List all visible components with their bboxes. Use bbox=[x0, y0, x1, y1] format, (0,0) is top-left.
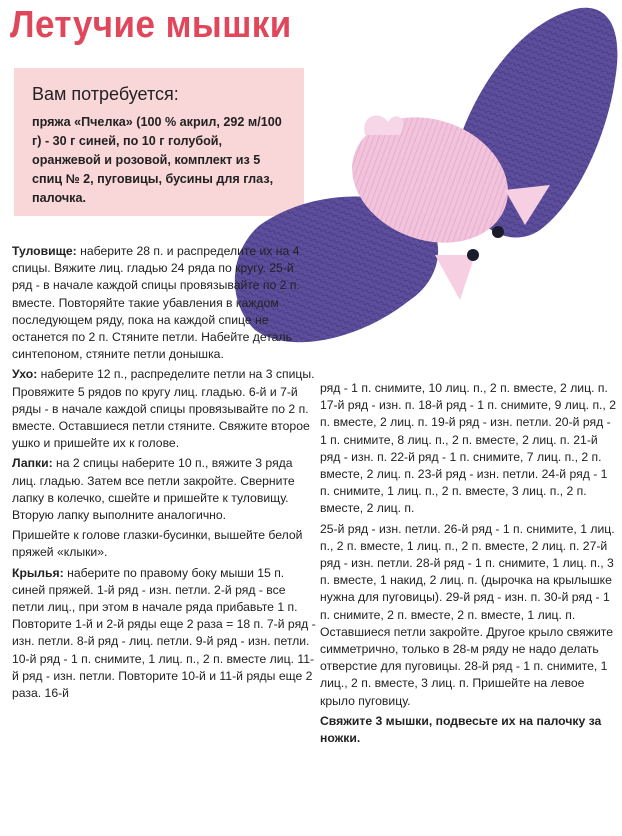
bat-ear-bottom bbox=[435, 255, 475, 300]
final-instructions bbox=[320, 713, 616, 747]
wings-continued-2: 25-й ряд - изн. петли. 26-й ряд - 1 п. снимите, 1 лиц. п., 2 п. вместе, 1 лиц. п., 2 п. вместе, 2 лиц. п. 27-й ряд - изн. петли. 28-й ряд - 1 п. снимите, 1 лиц. п., 3 п. вместе, 1 накид, 2 лиц. п. (дырочка на крылышке нужна для пуговицы). 29-й ряд - изн. п. 30-й ряд - 1 п. снимите, 2 п. вместе, 2 п. вместе, 1 лиц. п. Оставшиеся петли закройте. Другое крыло свяжите симметрично, только в 28-м ряду не надо делать отверстие для пуговицы. 28-й ряд - 1 п. снимите, 1 лиц., 2 п. вместе, 3 лиц. п. Пришейте на левое крыло пуговицу. bbox=[320, 521, 615, 708]
bat-eye-left bbox=[467, 249, 479, 261]
wings-instructions bbox=[12, 565, 316, 703]
materials-text: пряжа «Пчелка» (100 % акрил, 292 м/100 г) - 30 г синей, по 10 г голубой, оранжевой и розовой, комплект из 5 спиц № 2, пуговицы, бусины для глаз, палочка. bbox=[32, 115, 282, 205]
body-instructions bbox=[12, 243, 316, 363]
paws-instructions bbox=[12, 455, 316, 524]
wings-text: наберите по правому боку мыши 15 п. синей пряжей. 1-й ряд - изн. петли. 2-й ряд - все петли лиц., при этом в начале ряда прибавьте 1 п. Повторите 1-й и 2-й ряды еще 2 раза = 18 п. 7-й ряд - изн. петли. 8-й ряд - лиц. петли. 9-й ряд - изн. петли. 10-й ряд - 1 п. снимите, 1 лиц. п., 2 п. вместе лиц. 11-й ряд - изн. петли. Повторите 10-й и 11-й ряды еще 2 раза. 16-й bbox=[12, 565, 316, 701]
materials-heading: Вам потребуется: bbox=[32, 84, 179, 104]
ear-instructions bbox=[12, 366, 316, 452]
wings-label: Крылья: bbox=[12, 565, 64, 580]
bat-top-knot bbox=[364, 116, 403, 135]
final-text: Свяжите 3 мышки, подвесьте их на палочку за ножки. bbox=[320, 713, 602, 746]
bat-eye-right bbox=[492, 226, 504, 238]
body-text: наберите 28 п. и распределите их на 4 спицы. Вяжите лиц. гладью 24 ряда по кругу. 25-й ряд - в начале каждой спицы провязывайте по 2 п. вместе. Повторяйте такие убавления в каждом последующем ряду, пока на каждой спице не останется по 2 п. Стяните петли. Набейте деталь синтепоном, стяните петли донышка. bbox=[12, 244, 300, 362]
instructions-column-2 bbox=[320, 380, 616, 750]
wings-continued-1: ряд - 1 п. снимите, 10 лиц. п., 2 п. вместе, 2 лиц. п. 17-й ряд - изн. п. 18-й ряд - 1 п. снимите, 9 лиц. п., 2 п. вместе, 2 лиц. п. 19-й ряд - изн. петли. 20-й ряд - 1 п. снимите, 8 лиц. п., 2 п. вместе, 2 лиц. п. 21-й ряд - изн. п. 22-й ряд - 1 п. снимите, 7 лиц. п., 2 п. вместе, 2 лиц. п. 23-й ряд - изн. петли. 24-й ряд - 1 п. снимите, 1 лиц. п., 2 п. вместе, 3 лиц. п., 2 п. вместе, 2 лиц. п. bbox=[320, 381, 616, 516]
page-title: Летучие мышки bbox=[10, 4, 292, 46]
instructions-column-1 bbox=[12, 243, 316, 705]
paws-label: Лапки: bbox=[12, 456, 53, 471]
ear-label: Ухо: bbox=[12, 367, 38, 382]
paws-text: на 2 спицы наберите 10 п., вяжите 3 ряда лиц. гладью. Затем все петли закройте. Сверните лапку в колечко, сшейте и пришейте к туловищу. Вторую лапку выполните аналогично. bbox=[12, 456, 295, 523]
ear-text: наберите 12 п., распределите петли на 3 спицы. Провяжите 5 рядов по кругу лиц. гладью. 6-й и 7-й ряды - в начале каждой спицы провязывайте по 2 п. вместе. Оставшиеся петли стяните. Свяжите второе ушко и пришейте их к голове. bbox=[12, 367, 315, 451]
body-label: Туловище: bbox=[12, 244, 77, 258]
eyes-instructions: Пришейте к голове глазки-бусинки, вышейте белой пряжей «клыки». bbox=[12, 528, 303, 560]
